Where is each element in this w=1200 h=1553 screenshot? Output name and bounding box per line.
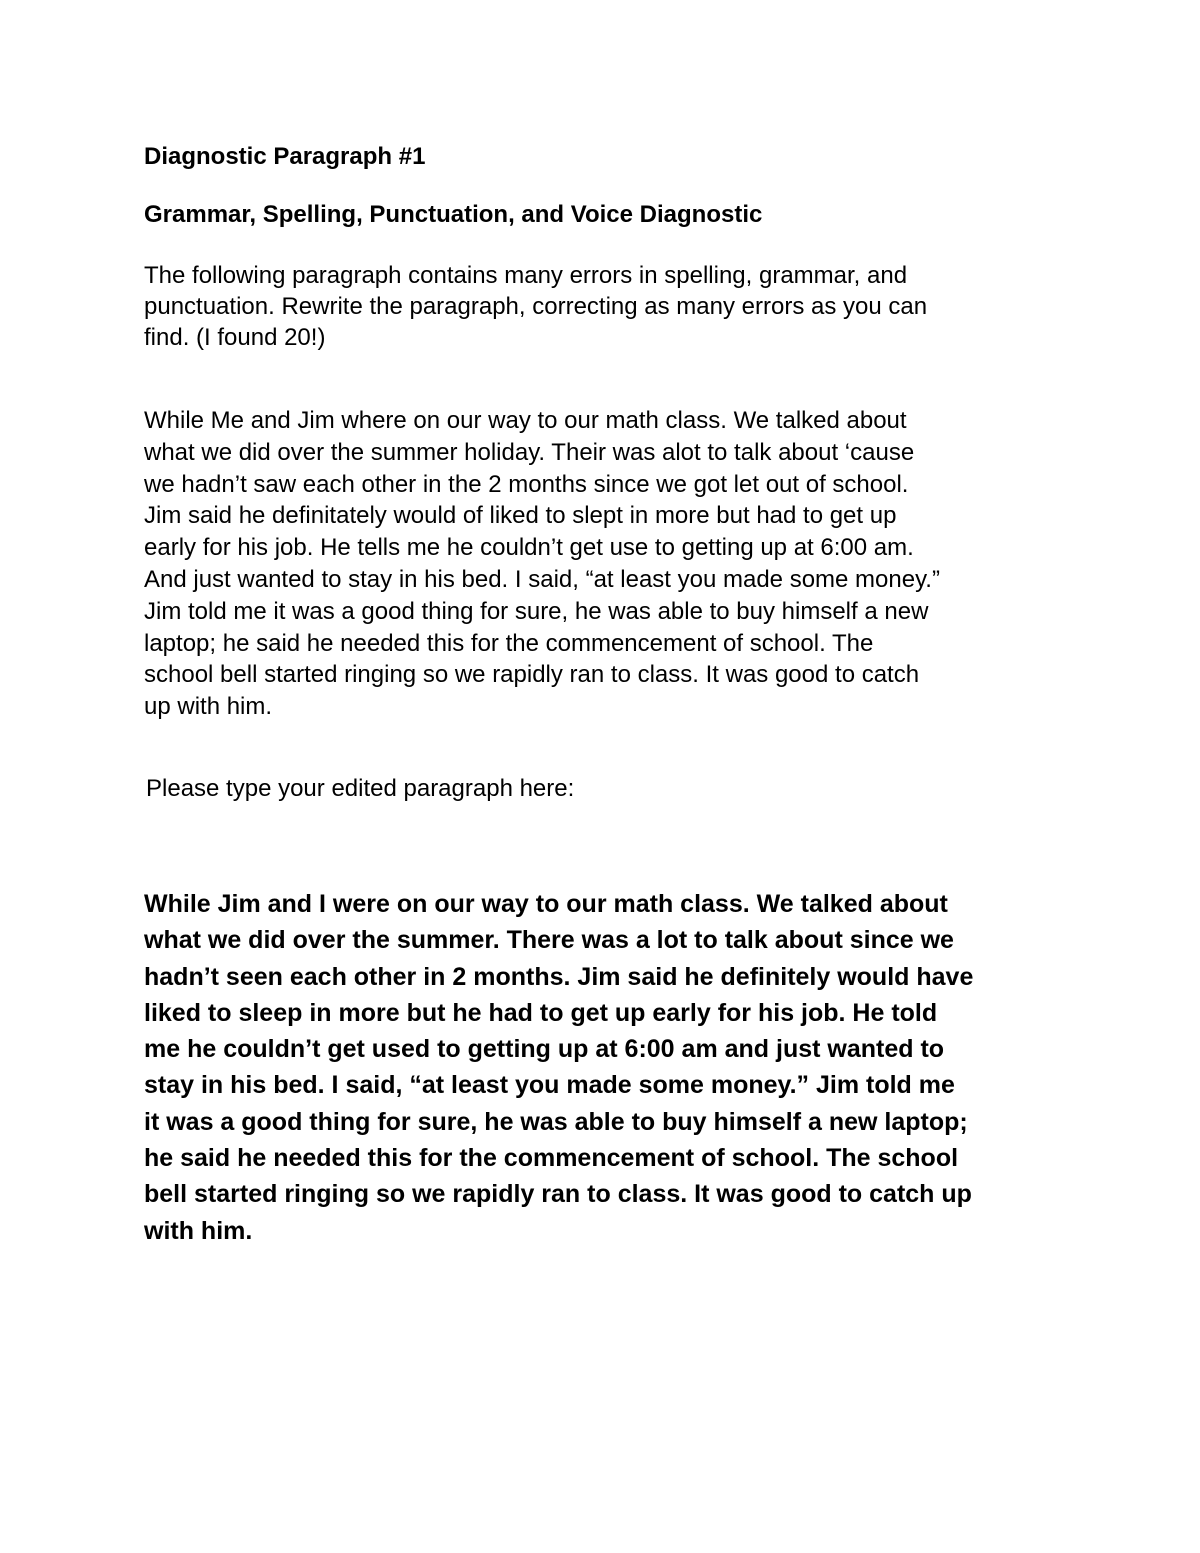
edited-paragraph[interactable] (144, 886, 1064, 1249)
edited-line: what we did over the summer. There was a lot to talk about since we (144, 926, 954, 955)
original-line: what we did over the summer holiday. Their was alot to talk about ‘cause (144, 438, 915, 466)
original-line: And just wanted to stay in his bed. I said, “at least you made some money.” (144, 565, 940, 593)
original-line: While Me and Jim where on our way to our math class. We talked about (144, 407, 907, 434)
original-line: up with him. (144, 693, 273, 721)
edited-line: he said he needed this for the commencement of school. The school (144, 1144, 959, 1173)
original-line: school bell started ringing so we rapidly ran to class. It was good to catch (144, 661, 920, 689)
original-line: laptop; he said he needed this for the commencement of school. The (144, 629, 874, 657)
page-title: Diagnostic Paragraph #1 (144, 143, 426, 170)
original-paragraph (144, 405, 1064, 723)
instructions-line: The following paragraph contains many errors in spelling, grammar, and (144, 262, 908, 289)
original-line: early for his job. He tells me he couldn’t get use to getting up at 6:00 am. (144, 534, 914, 562)
edited-line: me he couldn’t get used to getting up at 6:00 am and just wanted to (144, 1035, 945, 1064)
original-line: we hadn’t saw each other in the 2 months since we got let out of school. (144, 470, 909, 498)
instructions-line: find. (I found 20!) (144, 324, 326, 351)
instructions-line: punctuation. Rewrite the paragraph, correcting as many errors as you can (144, 293, 928, 320)
original-line: Jim told me it was a good thing for sure, he was able to buy himself a new (144, 597, 929, 625)
edited-line: with him. (144, 1216, 253, 1245)
edited-line: hadn’t seen each other in 2 months. Jim said he definitely would have (144, 962, 974, 991)
original-line: Jim said he definitately would of liked to slept in more but had to get up (144, 502, 897, 530)
page-subtitle: Grammar, Spelling, Punctuation, and Voice Diagnostic (144, 201, 763, 228)
edited-line: it was a good thing for sure, he was able to buy himself a new laptop; (144, 1107, 968, 1136)
instructions-paragraph (144, 260, 1064, 353)
edited-line: stay in his bed. I said, “at least you made some money.” Jim told me (144, 1071, 955, 1100)
edit-prompt: Please type your edited paragraph here: (146, 775, 575, 802)
edited-line: liked to sleep in more but he had to get up early for his job. He told (144, 998, 938, 1027)
edited-line: bell started ringing so we rapidly ran to class. It was good to catch up (144, 1180, 972, 1209)
edited-line: While Jim and I were on our way to our math class. We talked about (144, 890, 948, 918)
